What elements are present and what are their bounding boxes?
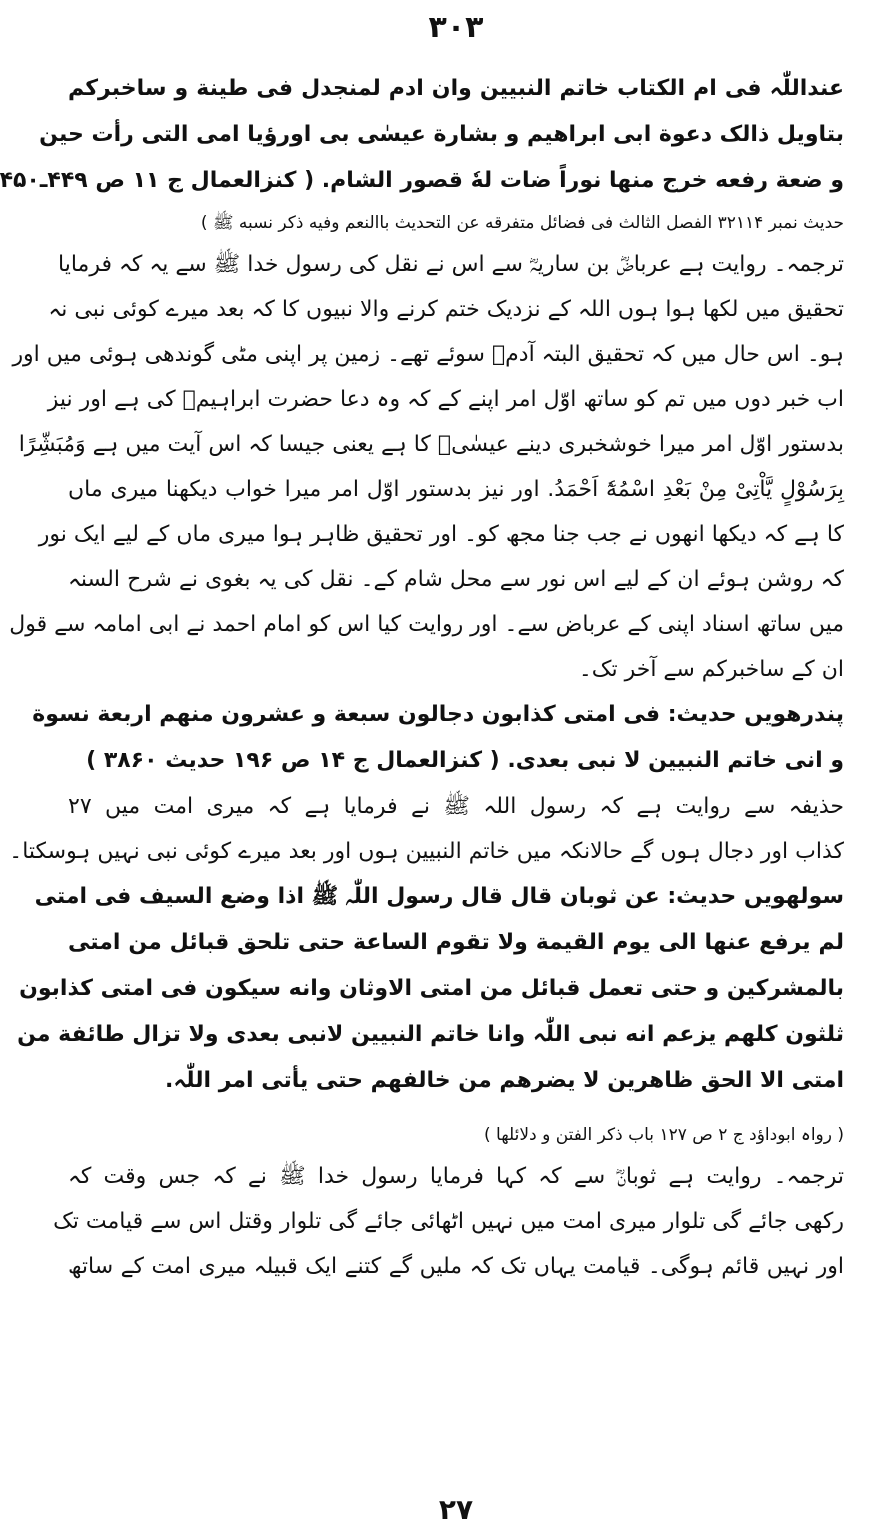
hadith-15-translation-2: کذاب اور دجال ہوں گے حالانکہ میں خاتم النبیین ہوں اور بعد میرے کوئی نبی نہیں ہوسکتا۔ (9, 839, 844, 864)
translation-line-9: میں ساتھ اسناد اپنی کے عرباض سے۔ اور روایت کیا اس کو امام احمد نے ابی امامہ سے قول (9, 612, 844, 637)
arabic-line-1: عنداللّٰہ فی ام الکتاب خاتم النبیین وان ادم لمنجدل فی طینة و ساخبرکم (68, 76, 844, 101)
hadith-16-translation-1: ترجمہ۔ روایت ہے ثوبانؓ سے کہ کہا فرمایا رسول خدا ﷺ نے کہ جس وقت کہ (68, 1164, 844, 1189)
arabic-line-2: بتاویل ذالک دعوة ابی ابراھیم و بشارة عیسٰی بی اورؤیا امی التی رأت حین (39, 122, 844, 147)
hadith-15-translation-1: حذیفہ سے روایت ہے کہ رسول اللہ ﷺ نے فرمایا ہے کہ میری امت میں ۲۷ (68, 794, 844, 819)
hadith-16-reference: ( رواہ ابوداؤد ج ۲ ص ۱۲۷ باب ذکر الفتن و دلائلھا ) (484, 1125, 844, 1145)
hadith-16-line-5: امتی الا الحق ظاھرین لا یضرھم من خالفھم حتی یأتی امر اللّٰہ. (165, 1068, 844, 1093)
page-number-top: ۳۰۳ (428, 10, 484, 45)
hadith-reference: حدیث نمبر ۳۲۱۱۴ الفصل الثالث فی فضائل متفرقه عن التحدیث باالنعم وفیه ذکر نسبه ﷺ ) (200, 213, 844, 233)
hadith-16-line-3: بالمشرکین و حتی تعمل قبائل من امتی الاوثان وانه سیکون فی امتی کذابون (19, 976, 844, 1001)
hadith-16-translation-3: اور نہیں قائم ہوگی۔ قیامت یہاں تک کہ ملیں گے کتنے ایک قبیلہ میری امت کے ساتھ (68, 1254, 844, 1279)
translation-line-6: بِرَسُوْلٍ یَّاْتِیْ مِنْ بَعْدِ اسْمُهٗٓ اَحْمَدُ. اور نیز بدستور اوّل امر میرا خواب دیکھنا میری ماں (68, 477, 844, 502)
translation-line-8: کہ روشن ہوئے ان کے لیے اس نور سے محل شام کے۔ نقل کی یہ بغوی نے شرح السنہ (68, 567, 844, 592)
hadith-16-translation-2: رکھی جائے گی تلوار میری امت میں نہیں اٹھائی جائے گی تلوار وقتل اس سے قیامت تک (53, 1209, 844, 1234)
hadith-15-line-1: پندرھویں حدیث: فی امتی کذابون دجالون سبعة و عشرون منھم اربعة نسوة (32, 702, 844, 727)
page-number-bottom: ۲۷ (438, 1493, 474, 1526)
page-body (0, 66, 844, 1486)
translation-line-7: کا ہے کہ دیکھا انھوں نے جب جنا مجھ کو۔ اور تحقیق ظاہر ہوا میری ماں کے لیے ایک نور (38, 522, 844, 547)
translation-line-3: ہو۔ اس حال میں کہ تحقیق البتہ آدمؑ سوئے تھے۔ زمین پر اپنی مٹی گوندھی ہوئی میں اور (12, 342, 844, 367)
hadith-15-line-2: و انی خاتم النبیین لا نبی بعدی. ( کنزالعمال ج ۱۴ ص ۱۹۶ حدیث ۳۸۶۰ ) (86, 748, 844, 773)
hadith-16-line-1: سولھویں حدیث: عن ثوبان قال قال رسول اللّٰہ ﷺ اذا وضع السیف فی امتی (34, 884, 844, 909)
translation-line-10: ان کے ساخبرکم سے آخر تک۔ (578, 657, 844, 682)
translation-line-2: تحقیق میں لکھا ہوا ہوں اللہ کے نزدیک ختم کرنے والا نبیوں کا کہ بعد میرے کوئی نبی نہ (48, 297, 844, 322)
hadith-16-line-2: لم یرفع عنھا الی یوم القیمة ولا تقوم الساعة حتی تلحق قبائل من امتی (68, 930, 844, 955)
translation-line-5: بدستور اوّل امر میرا خوشخبری دینے عیسٰیؑ کا ہے یعنی جیسا کہ اس آیت میں ہے وَمُبَشِّرًا (18, 432, 844, 457)
translation-line-1: ترجمہ۔ روایت ہے عرباضؓ بن ساریہؓ سے اس نے نقل کی رسول خدا ﷺ سے یہ کہ فرمایا (58, 252, 844, 277)
hadith-16-line-4: ثلثون کلھم یزعم انه نبی اللّٰہ وانا خاتم النبیین لانبی بعدی ولا تزال طائفة من (17, 1022, 844, 1047)
arabic-line-3: و ضعة رفعه خرج منھا نوراً ضات لهٗ قصور الشام. ( کنزالعمال ج ۱۱ ص ۴۴۹ـ۴۵۰ (0, 168, 844, 193)
paragraph-gap (68, 1104, 844, 1116)
translation-line-4: اب خبر دوں میں تم کو ساتھ اوّل امر اپنے کے کہ وہ دعا حضرت ابراہیمؑ کی ہے اور نیز (47, 387, 844, 412)
